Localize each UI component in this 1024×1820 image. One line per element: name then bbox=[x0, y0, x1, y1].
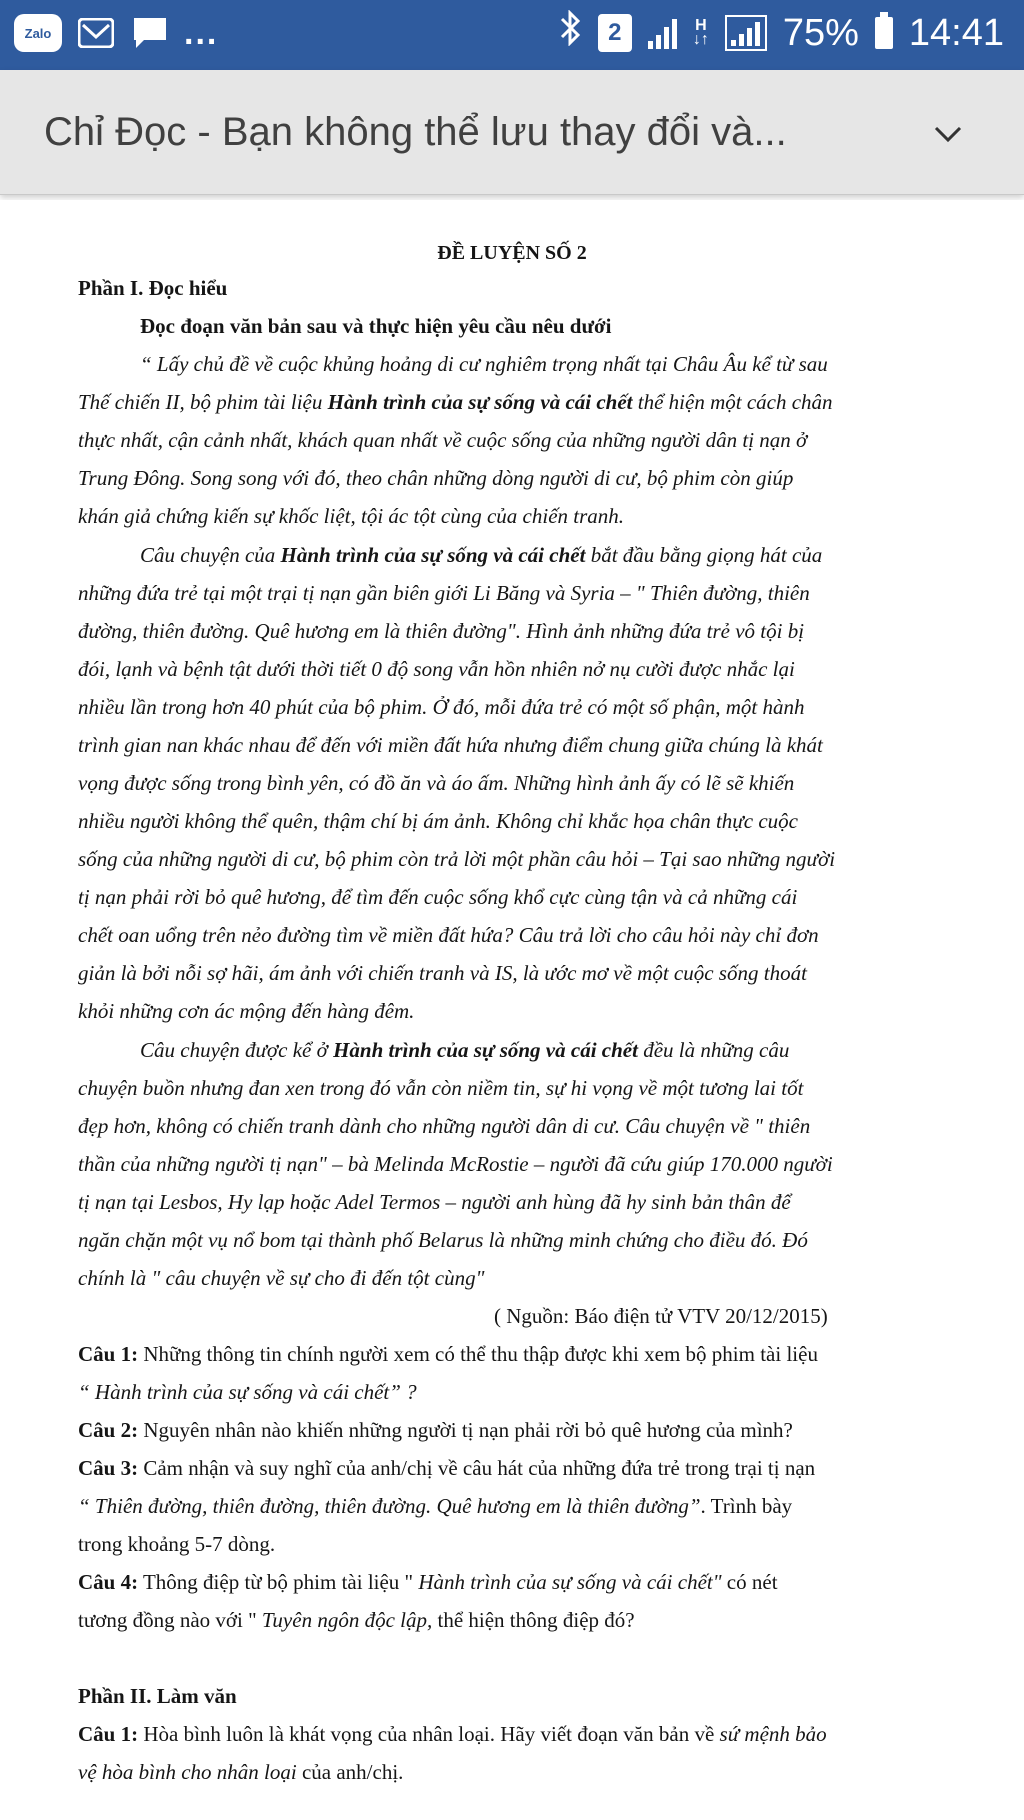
para2-line: sống của những người di cư, bộ phim còn trả lời một phần câu hỏi – Tại sao những người bbox=[78, 847, 836, 871]
sim-badge: 2 bbox=[598, 14, 632, 52]
document-page[interactable] bbox=[0, 200, 1024, 1820]
instruction-text: Đọc đoạn văn bản sau và thực hiện yêu cầu nêu dưới bbox=[140, 314, 612, 338]
para2-line: vọng được sống trong bình yên, có đồ ăn và áo ấm. Những hình ảnh ấy có lẽ sẽ khiến bbox=[78, 771, 795, 795]
film-title: Hành trình của sự sống và cái chết bbox=[327, 390, 633, 414]
para1-line: Thế chiến II, bộ phim tài liệu Hành trình của sự sống và cái chết thể hiện một cách chân bbox=[78, 390, 833, 414]
zalo-app-icon: Zalo bbox=[14, 14, 62, 52]
para3-line: đẹp hơn, không có chiến tranh dành cho những người dân di cư. Câu chuyện về " thiên bbox=[78, 1114, 811, 1138]
para2-line: trình gian nan khác nhau để đến với miền đất hứa nhưng điểm chung giữa chúng là khát bbox=[78, 733, 823, 757]
para2-line: giản là bởi nỗi sợ hãi, ám ảnh với chiến tranh và IS, là ước mơ về một cuộc sống thoát bbox=[78, 961, 807, 985]
para2-line: khỏi những cơn ác mộng đến hàng đêm. bbox=[78, 999, 415, 1023]
question-1: Câu 1: Những thông tin chính người xem có thể thu thập được khi xem bộ phim tài liệu bbox=[78, 1342, 818, 1366]
para1-line: khán giả chứng kiến sự khốc liệt, tội ác tột cùng của chiến tranh. bbox=[78, 504, 625, 528]
para3-line: ngăn chặn một vụ nổ bom tại thành phố Belarus là những minh chứng cho điều đó. Đó bbox=[78, 1228, 808, 1252]
para3-line: Câu chuyện được kể ở Hành trình của sự sống và cái chết đều là những câu bbox=[140, 1038, 790, 1062]
question-3-cont: “ Thiên đường, thiên đường, thiên đường. Quê hương em là thiên đường”. Trình bày bbox=[78, 1494, 793, 1518]
para2-line: đói, lạnh và bệnh tật dưới thời tiết 0 độ song vẫn hồn nhiên nở nụ cười được nhắc lại bbox=[78, 657, 795, 681]
para2-line: tị nạn phải rời bỏ quê hương, để tìm đến cuộc sống khổ cực cùng tận và cả những cái bbox=[78, 885, 798, 909]
document-title: ĐỀ LUYỆN SỐ 2 bbox=[437, 242, 587, 264]
battery-percent: 75% bbox=[782, 11, 859, 54]
read-only-message: Chỉ Đọc - Bạn không thể lưu thay đổi và... bbox=[44, 110, 787, 154]
para2-line: những đứa trẻ tại một trại tị nạn gần biên giới Li Băng và Syria – " Thiên đường, thiên bbox=[78, 581, 810, 605]
question-4-cont: tương đồng nào với " Tuyên ngôn độc lập, thể hiện thông điệp đó? bbox=[78, 1608, 635, 1632]
para2-line: nhiều người không thể quên, thậm chí bị ám ảnh. Không chỉ khắc họa chân thực cuộc bbox=[78, 809, 798, 833]
read-only-banner[interactable] bbox=[0, 70, 1024, 195]
signal-icon bbox=[648, 17, 677, 49]
part2-heading: Phần II. Làm văn bbox=[78, 1684, 237, 1708]
network-type-indicator: H ↓↑ bbox=[692, 17, 709, 48]
para3-line: chuyện buồn nhưng đan xen trong đó vẫn còn niềm tin, sự hi vọng về một tương lai tốt bbox=[78, 1076, 804, 1100]
film-title: Hành trình của sự sống và cái chết bbox=[280, 543, 586, 567]
more-notifications-indicator: ... bbox=[184, 14, 219, 52]
para2-line: nhiều lần trong hơn 40 phút của bộ phim. Ở đó, mỗi đứa trẻ có một số phận, một hành bbox=[78, 695, 805, 719]
question-4: Câu 4: Thông điệp từ bộ phim tài liệu " Hành trình của sự sống và cái chết" có nét bbox=[78, 1570, 778, 1594]
bluetooth-icon bbox=[558, 10, 582, 56]
question-3: Câu 3: Cảm nhận và suy nghĩ của anh/chị về câu hát của những đứa trẻ trong trại tị nạn bbox=[78, 1456, 816, 1480]
para2-line: chết oan uổng trên nẻo đường tìm về miền đất hứa? Câu trả lời cho câu hỏi này chỉ đơn bbox=[78, 923, 819, 947]
battery-icon bbox=[875, 17, 893, 49]
para3-line: thần của những người tị nạn" – bà Melinda McRostie – người đã cứu giúp 170.000 người bbox=[78, 1152, 833, 1176]
status-bar bbox=[0, 0, 1024, 70]
para2-line: Câu chuyện của Hành trình của sự sống và cái chết bắt đầu bằng giọng hát của bbox=[140, 543, 823, 567]
question-2: Câu 2: Nguyên nhân nào khiến những người tị nạn phải rời bỏ quê hương của mình? bbox=[78, 1418, 793, 1442]
source-citation: ( Nguồn: Báo điện tử VTV 20/12/2015) bbox=[494, 1304, 828, 1328]
part2-question-1: Câu 1: Hòa bình luôn là khát vọng của nhân loại. Hãy viết đoạn văn bản về sứ mệnh bảo bbox=[78, 1722, 827, 1746]
para1-line: Trung Đông. Song song với đó, theo chân những dòng người di cư, bộ phim còn giúp bbox=[78, 466, 794, 490]
message-icon bbox=[130, 14, 170, 52]
signal-strength-icon bbox=[725, 15, 767, 51]
film-title: Hành trình của sự sống và cái chết bbox=[333, 1038, 638, 1062]
question-1-cont: “ Hành trình của sự sống và cái chết” ? bbox=[78, 1380, 417, 1404]
para3-line: chính là " câu chuyện về sự cho đi đến tột cùng" bbox=[78, 1266, 485, 1290]
mail-icon bbox=[76, 14, 116, 52]
para1-line: “ Lấy chủ đề về cuộc khủng hoảng di cư nghiêm trọng nhất tại Châu Âu kể từ sau bbox=[140, 352, 828, 376]
part2-question-1-cont: vệ hòa bình cho nhân loại của anh/chị. bbox=[78, 1760, 404, 1784]
part1-heading: Phần I. Đọc hiểu bbox=[78, 276, 228, 300]
question-3-cont: trong khoảng 5-7 dòng. bbox=[78, 1532, 276, 1556]
para2-line: đường, thiên đường. Quê hương em là thiên đường". Hình ảnh những đứa trẻ vô tội bị bbox=[78, 619, 805, 643]
para3-line: tị nạn tại Lesbos, Hy lạp hoặc Adel Termos – người anh hùng đã hy sinh bản thân để bbox=[78, 1190, 791, 1214]
clock: 14:41 bbox=[908, 11, 1004, 54]
para1-line: thực nhất, cận cảnh nhất, khách quan nhất về cuộc sống của những người dân tị nạn ở bbox=[78, 428, 808, 452]
chevron-down-icon[interactable] bbox=[928, 114, 968, 154]
